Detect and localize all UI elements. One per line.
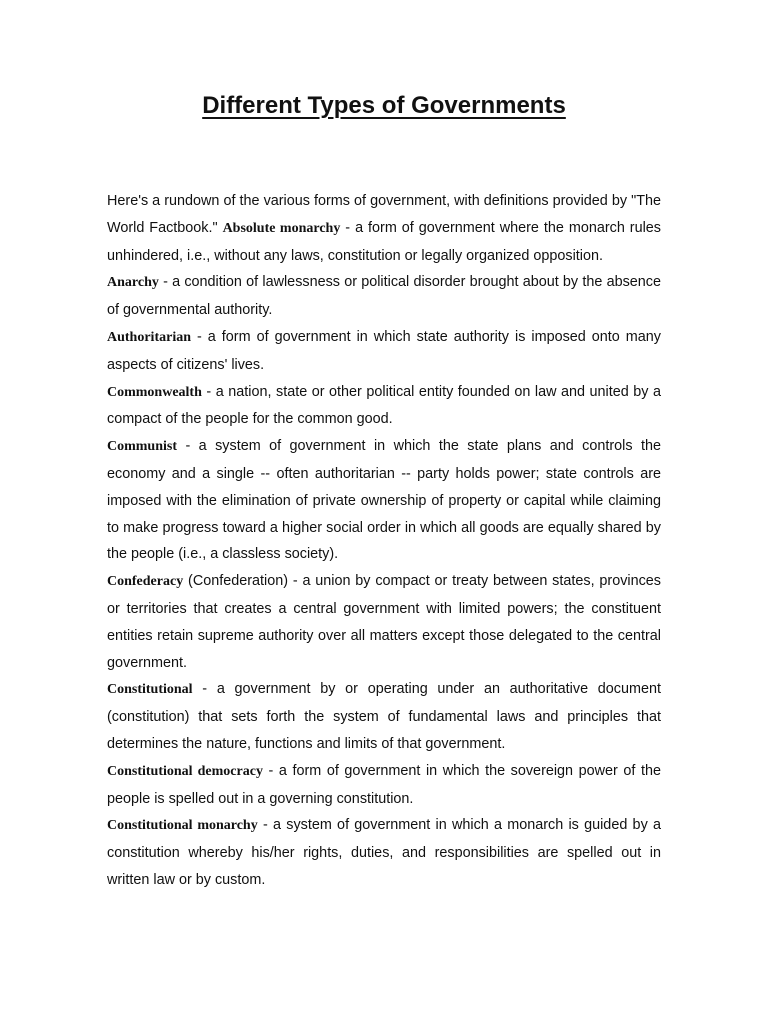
term-constitutional-monarchy: Constitutional monarchy — [107, 818, 258, 834]
definition-confederacy: (Confederation) - a union by compact or treaty between states, provinces or territories that creates a central government with limited powers; the constituent entities retain supreme authority over all matters except those delegated to the central government. — [107, 573, 661, 671]
term-commonwealth: Commonwealth — [107, 384, 202, 400]
definition-absolute-monarchy: - a form of government where the monarch rules unhindered, i.e., without any laws, constitution or legally organized opposition. — [107, 219, 661, 264]
entry-constitutional-monarchy — [107, 812, 661, 893]
entry-confederacy — [107, 568, 661, 676]
term-communist: Communist — [107, 439, 178, 455]
intro-text: Here's a rundown of the various forms of government, with definitions provided by "The World Factbook." — [107, 193, 661, 236]
term-absolute-monarchy: Absolute monarchy — [222, 220, 341, 236]
document-title-text: Different Types of Governments — [202, 92, 566, 119]
document-title — [0, 90, 768, 122]
entry-anarchy — [107, 269, 661, 324]
entry-authoritarian — [107, 324, 661, 379]
entry-constitutional — [107, 676, 661, 757]
definition-communist: - a system of government in which the state plans and controls the economy and a single -- often authoritarian -- party holds power; state controls are imposed with the elimination of private ownership of property or capital while claiming to make progress toward a higher social order in which all goods are equally shared by the people (i.e., a classless society). — [107, 438, 661, 563]
term-constitutional: Constitutional — [107, 682, 193, 698]
definition-constitutional: - a government by or operating under an authoritative document (constitution) that sets forth the system of fundamental laws and principles that determines the nature, functions and limits of that government. — [107, 681, 661, 752]
term-authoritarian: Authoritarian — [107, 329, 191, 345]
definition-commonwealth: - a nation, state or other political entity founded on law and united by a compact of the people for the common good. — [107, 383, 661, 428]
intro-paragraph — [107, 188, 661, 269]
definition-authoritarian: - a form of government in which state authority is imposed onto many aspects of citizens' lives. — [107, 328, 661, 373]
definition-constitutional-democracy: - a form of government in which the sovereign power of the people is spelled out in a governing constitution. — [107, 762, 661, 807]
term-constitutional-democracy: Constitutional democracy — [107, 763, 263, 779]
entry-constitutional-democracy — [107, 758, 661, 813]
definition-constitutional-monarchy: - a system of government in which a monarch is guided by a constitution whereby his/her rights, duties, and responsibilities are spelled out in written law or by custom. — [107, 817, 662, 888]
entry-commonwealth — [107, 379, 661, 434]
document-body — [107, 188, 661, 894]
term-confederacy: Confederacy — [107, 574, 184, 590]
definition-anarchy: - a condition of lawlessness or political disorder brought about by the absence of governmental authority. — [107, 274, 661, 319]
entry-communist — [107, 433, 661, 568]
term-anarchy: Anarchy — [107, 275, 159, 291]
